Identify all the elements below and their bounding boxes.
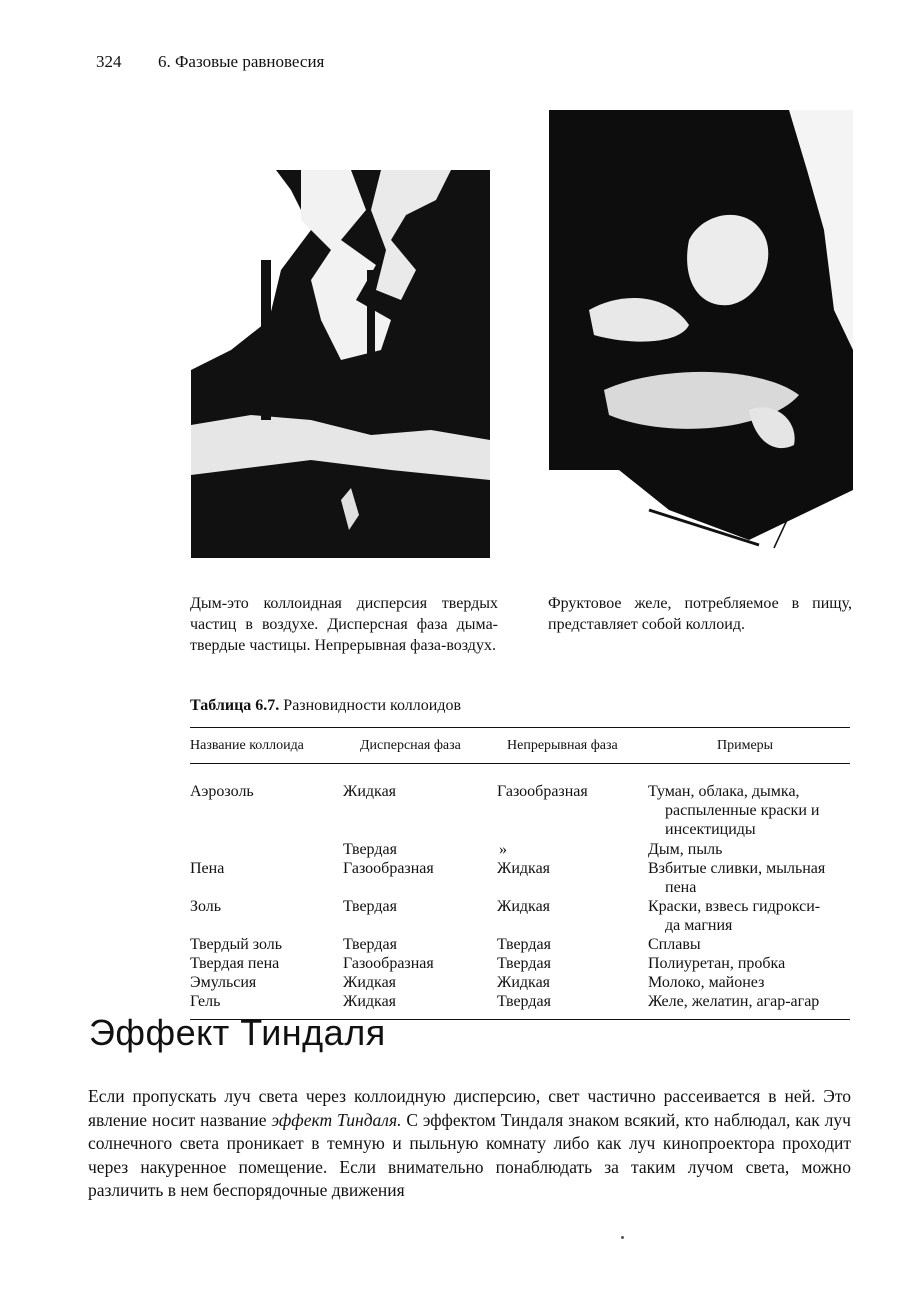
example-line: Сплавы <box>648 936 701 953</box>
table-cell-examples <box>648 935 850 954</box>
table-cell-continuous: Газообразная <box>497 783 588 800</box>
table-cell-dispersed: Жидкая <box>343 993 397 1010</box>
column-header-examples: Примеры <box>717 738 774 753</box>
table-cell-name: Аэрозоль <box>190 783 254 800</box>
table-cell-continuous: Твердая <box>497 936 551 953</box>
table-top-rule <box>190 727 850 728</box>
example-line: Дым, пыль <box>648 841 723 858</box>
table-header-rule <box>190 763 850 764</box>
table-cell-name: Пена <box>190 860 225 877</box>
jelly-caption: Фруктовое желе, потребляемое в пищу, представляет собой коллоид. <box>548 595 852 633</box>
example-line: распыленные краски и <box>665 802 820 819</box>
table-cell-continuous: Жидкая <box>497 898 551 915</box>
table-cell-examples <box>648 897 850 935</box>
table-cell-continuous: Жидкая <box>497 860 551 877</box>
column-header-name: Название коллоида <box>190 738 304 753</box>
table-caption <box>190 697 461 715</box>
table-cell-examples <box>648 954 850 973</box>
page-number: 324 <box>96 52 122 71</box>
table-cell-dispersed: Твердая <box>343 841 397 858</box>
running-header: 6. Фазовые равновесия <box>158 52 325 71</box>
table-cell-examples <box>648 973 850 992</box>
example-line: Взбитые сливки, мыльная <box>648 860 826 877</box>
table-cell-dispersed: Твердая <box>343 898 397 915</box>
table-cell-name: Твердый золь <box>190 936 283 953</box>
table-cell-examples <box>648 992 850 1011</box>
example-line: пена <box>665 879 697 896</box>
column-header-continuous: Непрерывная фаза <box>507 738 618 753</box>
table-cell-name: Твердая пена <box>190 955 280 972</box>
table-cell-continuous: Твердая <box>497 955 551 972</box>
table-cell-examples <box>648 859 850 897</box>
print-speck <box>621 1236 624 1239</box>
table-cell-continuous: » <box>499 841 507 858</box>
table-cell-dispersed: Газообразная <box>343 955 434 972</box>
table-cell-dispersed: Жидкая <box>343 783 397 800</box>
paragraph-text: С эффектом Тиндаля знаком всякий, кто наблюдал, как луч солнечного света проникает в темную и пыльную комнату либо как луч кинопроектора проходит через накуренное помещение. Если внимательно понаблюдать за таким лучом света, можно различить в нем беспорядочные движения <box>88 1109 851 1200</box>
table-cell-examples <box>648 840 850 859</box>
table-cell-name: Эмульсия <box>190 974 257 991</box>
smoke-caption: Дым-это коллоидная дисперсия твердых частиц в воздухе. Дисперсная фаза дыма-твердые частицы. Непрерывная фаза-воздух. <box>190 595 498 654</box>
term-tyndall-effect: эффект Тиндаля. <box>271 1109 402 1130</box>
jelly-photo <box>549 110 853 550</box>
table-cell-continuous: Твердая <box>497 993 551 1010</box>
table-cell-dispersed: Жидкая <box>343 974 397 991</box>
table-cell-name: Золь <box>190 898 222 915</box>
table-cell-name: Гель <box>190 993 221 1010</box>
table-cell-examples <box>648 782 850 839</box>
paragraph-text: Если пропускать луч света через коллоидную дисперсию, свет частично рассеивается в ней. Это явление носит название <box>88 1086 851 1130</box>
table-cell-dispersed: Газообразная <box>343 860 434 877</box>
example-line: Туман, облака, дымка, <box>648 783 800 800</box>
example-line: да магния <box>665 917 733 934</box>
example-line: Молоко, майонез <box>648 974 765 991</box>
body-paragraph <box>88 1085 851 1203</box>
smoke-photo <box>191 170 490 558</box>
section-heading: Эффект Тиндаля <box>89 1012 386 1053</box>
example-line: инсектициды <box>665 821 756 838</box>
table-cell-dispersed: Твердая <box>343 936 397 953</box>
example-line: Желе, желатин, агар-агар <box>648 993 820 1010</box>
example-line: Полиуретан, пробка <box>648 955 786 972</box>
table-title: Разновидности коллоидов <box>283 697 462 714</box>
column-header-dispersed: Дисперсная фаза <box>360 738 461 753</box>
table-cell-continuous: Жидкая <box>497 974 551 991</box>
table-label: Таблица 6.7. <box>190 697 280 714</box>
example-line: Краски, взвесь гидрокси- <box>648 898 821 915</box>
